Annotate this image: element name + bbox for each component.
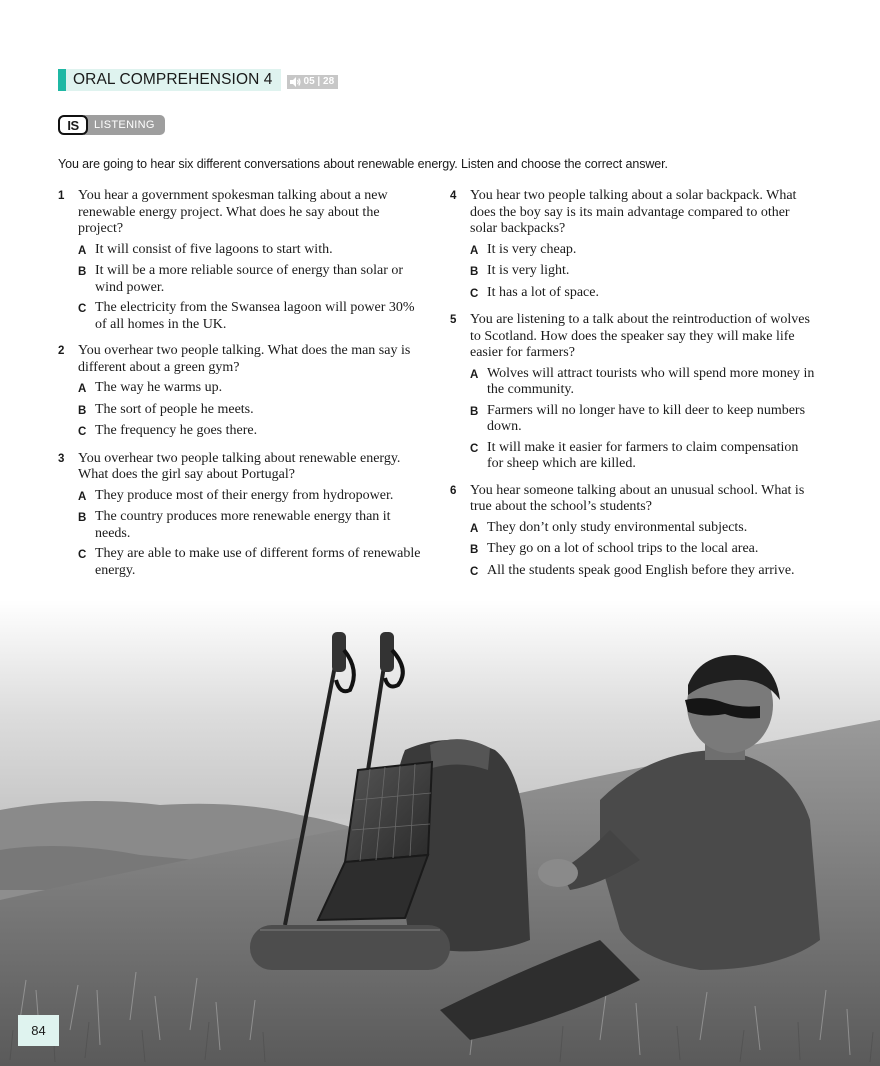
question-text: You hear two people talking about a solar backpack. What does the boy say is its main advantage compared to other solar backpacks? xyxy=(470,188,797,236)
question-number: 4 xyxy=(450,190,457,202)
question-text: You overhear two people talking about renewable energy. What does the girl say about Portugal? xyxy=(78,450,401,482)
option-a[interactable] xyxy=(470,242,815,260)
question-number: 2 xyxy=(58,345,65,357)
question-number: 3 xyxy=(58,452,65,465)
option-b[interactable] xyxy=(470,263,815,281)
questions-left-column xyxy=(58,188,423,589)
option-text: They go on a lot of school trips to the local area. xyxy=(487,541,759,556)
option-text: The country produces more renewable energy than it needs. xyxy=(95,509,391,541)
option-text: The sort of people he meets. xyxy=(95,401,254,417)
option-text: The frequency he goes there. xyxy=(95,423,258,438)
option-letter: C xyxy=(470,287,479,300)
option-a[interactable] xyxy=(470,520,815,538)
option-c[interactable] xyxy=(78,423,423,441)
option-letter: C xyxy=(78,549,87,561)
option-letter: A xyxy=(78,383,87,395)
option-letter: B xyxy=(78,512,87,524)
option-letter: A xyxy=(470,368,479,381)
option-b[interactable] xyxy=(78,263,423,296)
question-number: 1 xyxy=(58,190,65,202)
option-text: It is very light. xyxy=(487,263,570,278)
section-heading xyxy=(58,69,338,91)
audio-track-number: 05 | 28 xyxy=(303,76,335,87)
option-a[interactable] xyxy=(78,242,423,260)
option-c[interactable] xyxy=(470,563,815,581)
option-c[interactable] xyxy=(78,546,423,579)
option-letter: B xyxy=(470,266,479,278)
option-text: They don’t only study environmental subjects. xyxy=(487,519,748,535)
skill-label: LISTENING xyxy=(84,115,165,135)
option-a[interactable] xyxy=(78,380,423,398)
option-letter: A xyxy=(470,244,479,257)
option-letter: B xyxy=(78,404,87,417)
option-text: It has a lot of space. xyxy=(487,284,599,300)
option-letter: C xyxy=(78,426,87,438)
question-text: You hear someone talking about an unusual school. What is true about the school’s students? xyxy=(470,482,805,514)
option-text: It will make it easier for farmers to claim compensation for sheep which are killed. xyxy=(487,439,799,471)
option-text: All the students speak good English before they arrive. xyxy=(487,562,795,578)
questions-right-column xyxy=(450,188,815,590)
question-text: You overhear two people talking. What does the man say is different about a green gym? xyxy=(78,343,411,375)
option-b[interactable] xyxy=(78,402,423,420)
speaker-icon xyxy=(290,77,301,87)
option-a[interactable] xyxy=(470,366,815,399)
option-text: The way he warms up. xyxy=(95,380,223,395)
option-letter: B xyxy=(78,266,87,278)
option-text: Farmers will no longer have to kill deer to keep numbers down. xyxy=(487,402,806,434)
hiker-solar-backpack-photo xyxy=(0,600,880,1066)
option-a[interactable] xyxy=(78,488,423,506)
question-3 xyxy=(58,451,423,584)
option-text: The electricity from the Swansea lagoon will power 30% of all homes in the UK. xyxy=(95,300,415,332)
option-b[interactable] xyxy=(470,403,815,436)
skill-tag xyxy=(58,114,165,136)
option-letter: A xyxy=(78,490,87,503)
option-text: They are able to make use of different forms of renewable energy. xyxy=(95,546,421,578)
option-letter: B xyxy=(470,405,479,418)
question-2 xyxy=(58,343,423,445)
audio-track-badge[interactable] xyxy=(287,75,339,89)
heading-accent-bar xyxy=(58,69,66,91)
option-letter: B xyxy=(470,544,479,556)
option-c[interactable] xyxy=(78,300,423,333)
question-number: 6 xyxy=(450,484,457,497)
question-text: You are listening to a talk about the reintroduction of wolves to Scotland. How does the speaker say they will make life easier for farmers? xyxy=(470,312,810,360)
option-letter: A xyxy=(470,522,479,535)
option-text: It will consist of five lagoons to start with. xyxy=(95,241,333,257)
skill-logo: IS xyxy=(58,115,88,135)
question-6 xyxy=(450,483,815,585)
question-number: 5 xyxy=(450,314,457,326)
option-letter: C xyxy=(470,565,479,578)
option-c[interactable] xyxy=(470,440,815,473)
option-letter: A xyxy=(78,244,87,257)
section-title: ORAL COMPREHENSION 4 xyxy=(66,69,281,91)
option-text: It will be a more reliable source of energy than solar or wind power. xyxy=(95,263,404,295)
page-number: 84 xyxy=(18,1015,59,1046)
option-b[interactable] xyxy=(470,541,815,559)
option-text: It is very cheap. xyxy=(487,241,577,257)
option-b[interactable] xyxy=(78,509,423,542)
question-5 xyxy=(450,312,815,477)
option-text: Wolves will attract tourists who will spend more money in the community. xyxy=(487,365,815,397)
option-letter: C xyxy=(470,442,479,455)
question-1 xyxy=(58,188,423,337)
question-text: You hear a government spokesman talking about a new renewable energy project. What does he say about the project? xyxy=(78,188,388,236)
option-c[interactable] xyxy=(470,285,815,303)
instructions: You are going to hear six different conversations about renewable energy. Listen and choose the correct answer. xyxy=(58,157,668,171)
option-text: They produce most of their energy from hydropower. xyxy=(95,487,394,503)
option-letter: C xyxy=(78,303,87,315)
question-4 xyxy=(450,188,815,306)
